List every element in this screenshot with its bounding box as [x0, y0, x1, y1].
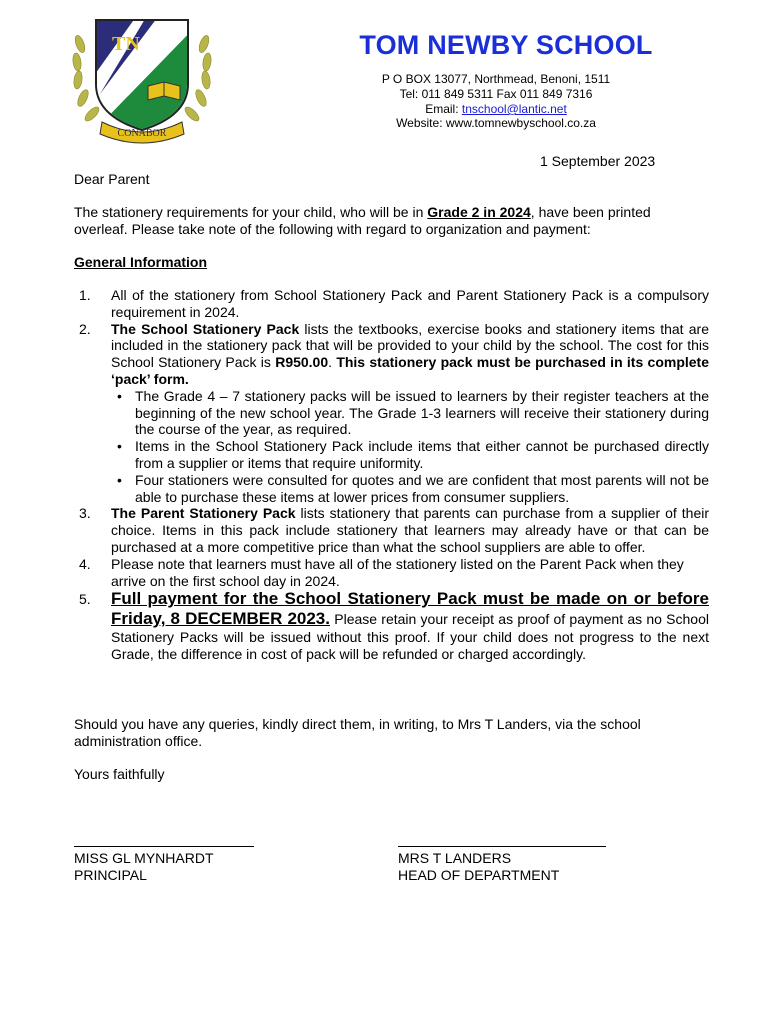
closing: Yours faithfully	[74, 766, 165, 782]
item-number: 4.	[79, 555, 91, 572]
item-text: All of the stationery from School Stationery Pack and Parent Stationery Pack is a compulsory requirement in 2024.	[111, 287, 709, 320]
item-text: .	[328, 354, 337, 371]
general-information-heading: General Information	[74, 254, 208, 270]
item-text-bold: The School Stationery Pack	[111, 320, 300, 337]
item-text: Please retain your receipt as proof of payment as no School Stationery Packs will be issued without this proof. If your child does not progress to the next Grade, the difference in cost of pack will be refunded or charged accordingly.	[111, 611, 709, 663]
item-text-bold: The Parent Stationery Pack	[111, 505, 296, 522]
item-text: lists the textbooks, exercise books and stationery items that are included in the stationery pack that will be provided to your child by the school. The cost for this School Stationery Pack is	[111, 320, 709, 371]
email-label: Email:	[425, 102, 462, 116]
school-name: TOM NEWBY SCHOOL	[359, 30, 653, 60]
item-text: Please note that learners must have all of the stationery listed on the Parent Pack when they arrive on the first school day in 2024.	[111, 555, 684, 589]
signature-line-hod	[398, 846, 606, 847]
bullet-text: Four stationers were consulted for quotes and we are confident that most parents will not be able to purchase these items at lower prices from consumer suppliers.	[135, 471, 709, 505]
payment-deadline: Full payment for the School Stationery Pack must be made on or before Friday, 8 DECEMBER 2023.	[111, 589, 709, 629]
list-item	[74, 556, 709, 590]
bullet-list	[111, 388, 709, 506]
email-link[interactable]: tnschool@lantic.net	[461, 102, 567, 116]
item-number: 3.	[79, 505, 91, 522]
bullet-text: The Grade 4 – 7 stationery packs will be issued to learners by their register teachers at the beginning of the new school year. The Grade 1-3 learners will receive their stationery during the course of the year, as required.	[135, 387, 709, 438]
school-website: Website: www.tomnewbyschool.co.za	[396, 116, 596, 130]
list-item	[74, 505, 709, 555]
bullet-icon: •	[117, 471, 122, 488]
intro-text-b: , have been printed overleaf. Please take note of the following with regard to organization and payment:	[74, 204, 651, 237]
letter-date: 1 September 2023	[540, 153, 656, 169]
signatory-name: MISS GL MYNHARDT	[74, 850, 214, 866]
intro-paragraph	[74, 204, 704, 238]
school-email	[336, 102, 656, 116]
item-text-bold: This stationery pack must be purchased in its complete ‘pack’ form.	[111, 354, 709, 387]
school-crest-logo	[68, 14, 216, 150]
list-item	[74, 589, 709, 663]
school-phone-fax: Tel: 011 849 5311 Fax 011 849 7316	[399, 87, 593, 101]
intro-text-a: The stationery requirements for your child, who will be in	[74, 204, 428, 220]
crest-initials: TN	[112, 33, 140, 55]
signature-principal	[74, 850, 214, 884]
school-address: P O BOX 13077, Northmead, Benoni, 1511	[381, 72, 611, 86]
item-number: 2.	[79, 320, 91, 337]
item-number: 1.	[79, 287, 91, 303]
general-information-list	[74, 287, 709, 663]
signature-line-principal	[74, 846, 254, 847]
item-text: lists stationery that parents can purchase from a supplier of their choice. Items in this pack include stationery that learners may already have or that can be purchased at a more competitive price than what the school suppliers are able to offer.	[111, 505, 709, 555]
bullet-text: Items in the School Stationery Pack include items that either cannot be purchased directly from a supplier or items that require uniformity.	[135, 438, 709, 471]
bullet-icon: •	[117, 387, 122, 404]
bullet-item	[111, 472, 709, 506]
intro-grade: Grade 2 in 2024	[427, 204, 531, 220]
bullet-item	[111, 388, 709, 438]
crest-motto: CONABOR	[117, 128, 167, 139]
signature-hod	[398, 850, 559, 884]
pack-price: R950.00	[275, 354, 329, 371]
bullet-item	[111, 438, 709, 472]
bullet-icon: •	[117, 438, 122, 455]
signatory-name: MRS T LANDERS	[398, 850, 512, 866]
salutation: Dear Parent	[74, 171, 150, 187]
list-item	[74, 321, 709, 506]
item-number: 5.	[79, 591, 91, 608]
signatory-title: HEAD OF DEPARTMENT	[398, 867, 560, 883]
queries-paragraph: Should you have any queries, kindly direct them, in writing, to Mrs T Landers, via the school administration office.	[74, 716, 641, 749]
signatory-title: PRINCIPAL	[74, 867, 147, 883]
list-item	[74, 287, 709, 321]
